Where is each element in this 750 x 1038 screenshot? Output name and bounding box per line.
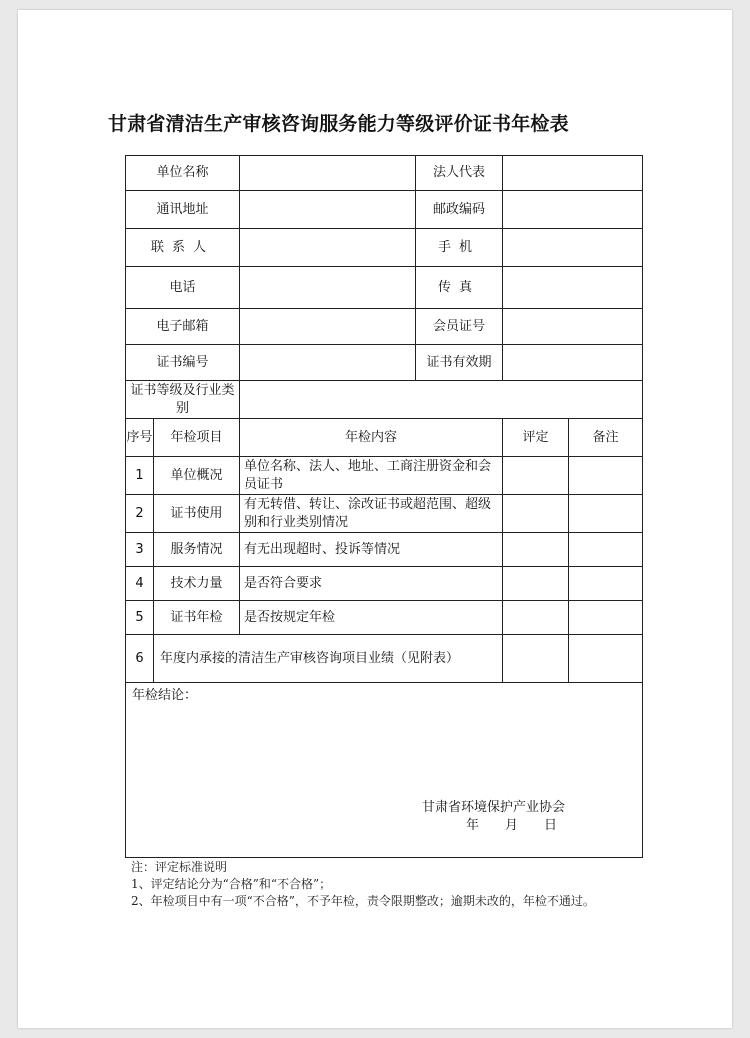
field-value-cell[interactable]	[240, 229, 416, 267]
field-label: 证书等级及行业类别	[126, 381, 240, 419]
notes-section	[131, 859, 643, 910]
item-content: 年度内承接的清洁生产审核咨询项目业绩（见附表）	[154, 635, 503, 683]
field-label: 手机	[416, 229, 503, 267]
field-value-cell[interactable]	[503, 267, 643, 309]
item-number: 1	[126, 457, 154, 495]
field-label: 会员证号	[416, 309, 503, 345]
table-row	[126, 345, 643, 381]
table-header-row	[126, 419, 643, 457]
notes-line: 2、年检项目中有一项“不合格”，不予年检，责令限期整改；逾期未改的，年检不通过。	[131, 894, 595, 908]
item-number: 6	[126, 635, 154, 683]
item-name: 证书年检	[154, 601, 240, 635]
rating-cell[interactable]	[503, 495, 569, 533]
table-row	[126, 191, 643, 229]
field-label: 法人代表	[416, 156, 503, 191]
table-row	[126, 309, 643, 345]
field-label: 邮政编码	[416, 191, 503, 229]
rating-cell[interactable]	[503, 635, 569, 683]
remark-cell[interactable]	[569, 567, 643, 601]
field-label: 通讯地址	[126, 191, 240, 229]
field-label: 传真	[416, 267, 503, 309]
item-name: 单位概况	[154, 457, 240, 495]
field-value-cell[interactable]	[503, 229, 643, 267]
remark-cell[interactable]	[569, 601, 643, 635]
item-name: 证书使用	[154, 495, 240, 533]
item-content: 单位名称、法人、地址、工商注册资金和会员证书	[240, 457, 503, 495]
field-value-cell[interactable]	[240, 309, 416, 345]
table-row	[126, 495, 643, 533]
remark-cell[interactable]	[569, 495, 643, 533]
field-label: 电子邮箱	[126, 309, 240, 345]
item-number: 3	[126, 533, 154, 567]
table-row	[126, 533, 643, 567]
field-label: 证书有效期	[416, 345, 503, 381]
item-number: 5	[126, 601, 154, 635]
field-value-cell[interactable]	[503, 156, 643, 191]
table-row	[126, 457, 643, 495]
remark-cell[interactable]	[569, 533, 643, 567]
field-label: 联系人	[126, 229, 240, 267]
table-row	[126, 567, 643, 601]
field-value-cell[interactable]	[503, 191, 643, 229]
field-value-cell[interactable]	[240, 345, 416, 381]
field-value-cell[interactable]	[240, 191, 416, 229]
column-header-remark: 备注	[569, 419, 643, 457]
field-value-cell[interactable]	[240, 267, 416, 309]
conclusion-label: 年检结论：	[132, 688, 198, 703]
column-header-content: 年检内容	[240, 419, 503, 457]
field-value-cell[interactable]	[503, 309, 643, 345]
item-number: 2	[126, 495, 154, 533]
rating-cell[interactable]	[503, 601, 569, 635]
item-content: 有无出现超时、投诉等情况	[240, 533, 503, 567]
notes-line: 1、评定结论分为“合格”和“不合格”；	[131, 877, 332, 891]
table-row	[126, 635, 643, 683]
rating-cell[interactable]	[503, 533, 569, 567]
field-label: 证书编号	[126, 345, 240, 381]
table-row	[126, 381, 643, 419]
document-title: 甘肃省清洁生产审核咨询服务能力等级评价证书年检表	[108, 113, 569, 135]
field-label: 电话	[126, 267, 240, 309]
item-content: 是否按规定年检	[240, 601, 503, 635]
item-content: 有无转借、转让、涂改证书或超范围、超级别和行业类别情况	[240, 495, 503, 533]
item-name: 技术力量	[154, 567, 240, 601]
rating-cell[interactable]	[503, 567, 569, 601]
conclusion-row	[126, 683, 643, 858]
notes-heading: 注：评定标准说明	[131, 860, 228, 874]
column-header-item: 年检项目	[154, 419, 240, 457]
field-label: 单位名称	[126, 156, 240, 191]
table-row	[126, 267, 643, 309]
inspection-form-table	[125, 155, 643, 858]
table-row	[126, 229, 643, 267]
table-row	[126, 156, 643, 191]
field-value-cell[interactable]	[503, 345, 643, 381]
remark-cell[interactable]	[569, 635, 643, 683]
remark-cell[interactable]	[569, 457, 643, 495]
column-header-rating: 评定	[503, 419, 569, 457]
date-line: 年 月 日	[466, 818, 558, 833]
field-value-cell[interactable]	[240, 381, 643, 419]
conclusion-cell[interactable]	[126, 683, 643, 858]
item-name: 服务情况	[154, 533, 240, 567]
column-header-no: 序号	[126, 419, 154, 457]
table-row	[126, 601, 643, 635]
field-value-cell[interactable]	[240, 156, 416, 191]
item-number: 4	[126, 567, 154, 601]
organization-name: 甘肃省环境保护产业协会	[422, 800, 566, 815]
item-content: 是否符合要求	[240, 567, 503, 601]
rating-cell[interactable]	[503, 457, 569, 495]
